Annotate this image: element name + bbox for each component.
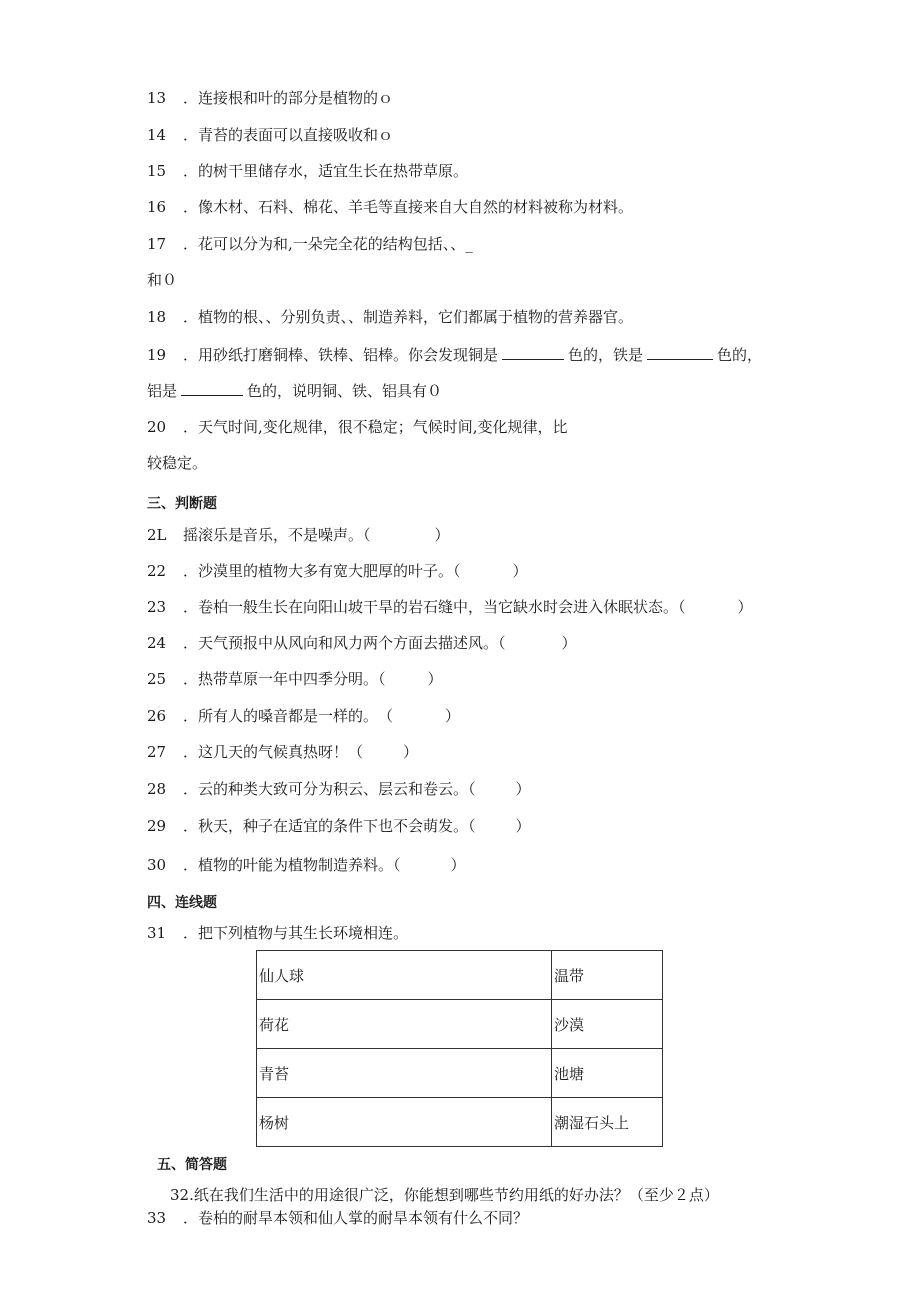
question-21: 2L 摇滚乐是音乐，不是噪声。（ ） [147,526,450,544]
question-13: 13 ．连接根和叶的部分是植物的ｏ [147,89,394,107]
table-row [257,1049,663,1098]
question-26: 26 ．所有人的嗓音都是一样的。 （ ） [147,707,461,725]
question-20: 20 ．天气时间,变化规律，很不稳定；气候时间,变化规律，比 [147,418,568,436]
question-33: 33 ．卷柏的耐旱本领和仙人掌的耐旱本领有什么不同？ [147,1209,529,1227]
question-23: 23 ．卷柏一般生长在向阳山坡干旱的岩石缝中，当它缺水时会进入休眠状态。（ ） [147,598,753,616]
question-32: 32.纸在我们生活中的用途很广泛，你能想到哪些节约用纸的好办法？（至少２点） [170,1186,719,1204]
table-row [257,1000,663,1049]
item-17-continuation: 和０ [147,271,178,289]
question-31: 31 ．把下列植物与其生长环境相连。 [147,924,409,942]
question-18: 18 ．植物的根、、分别负责、、制造养料，它们都属于植物的营养器官。 [147,308,634,326]
question-15: 15 ．的树干里储存水，适宜生长在热带草原。 [147,162,469,180]
plant-cell[interactable]: 荷花 [257,1000,552,1049]
environment-cell[interactable]: 温带 [552,951,663,1000]
table-row [257,1098,663,1147]
environment-cell[interactable]: 池塘 [552,1049,663,1098]
section-3-heading: 三、判断题 [147,496,217,512]
question-28: 28 ．云的种类大致可分为积云、层云和卷云。（ ） [147,780,531,798]
question-25: 25 ．热带草原一年中四季分明。（ ） [147,670,443,688]
environment-cell[interactable]: 潮湿石头上 [552,1098,663,1147]
question-20-continuation: 较稳定。 [147,454,208,472]
answer-blank[interactable] [647,345,713,360]
plant-cell[interactable]: 杨树 [257,1098,552,1147]
question-24: 24 ．天气预报中从风向和风力两个方面去描述风。（ ） [147,634,577,652]
section-4-heading: 四、连线题 [147,895,217,911]
answer-blank[interactable] [502,345,564,360]
question-19-line2: 铝是 色的，说明铜、铁、铝具有０ [147,382,443,400]
question-19: 19 ．用砂纸打磨铜棒、铁棒、铝棒。你会发现铜是 色的，铁是 色的， [147,346,763,364]
plant-cell[interactable]: 仙人球 [257,951,552,1000]
question-17: 17 ．花可以分为和,一朵完全花的结构包括、、_ [147,235,473,253]
question-22: 22 ．沙漠里的植物大多有宽大肥厚的叶子。（ ） [147,562,528,580]
question-27: 27 ．这几天的气候真热呀！（ ） [147,743,419,761]
matching-table [256,950,663,1147]
section-5-heading: 五、简答题 [157,1157,227,1173]
table-row [257,951,663,1000]
plant-cell[interactable]: 青苔 [257,1049,552,1098]
question-30: 30 ．植物的叶能为植物制造养料。（ ） [147,856,466,874]
question-29: 29 ．秋天，种子在适宜的条件下也不会萌发。（ ） [147,817,531,835]
environment-cell[interactable]: 沙漠 [552,1000,663,1049]
question-14: 14 ．青苔的表面可以直接吸收和ｏ [147,126,394,144]
answer-blank[interactable] [181,381,243,396]
question-16: 16 ．像木材、石料、棉花、羊毛等直接来自大自然的材料被称为材料。 [147,198,634,216]
